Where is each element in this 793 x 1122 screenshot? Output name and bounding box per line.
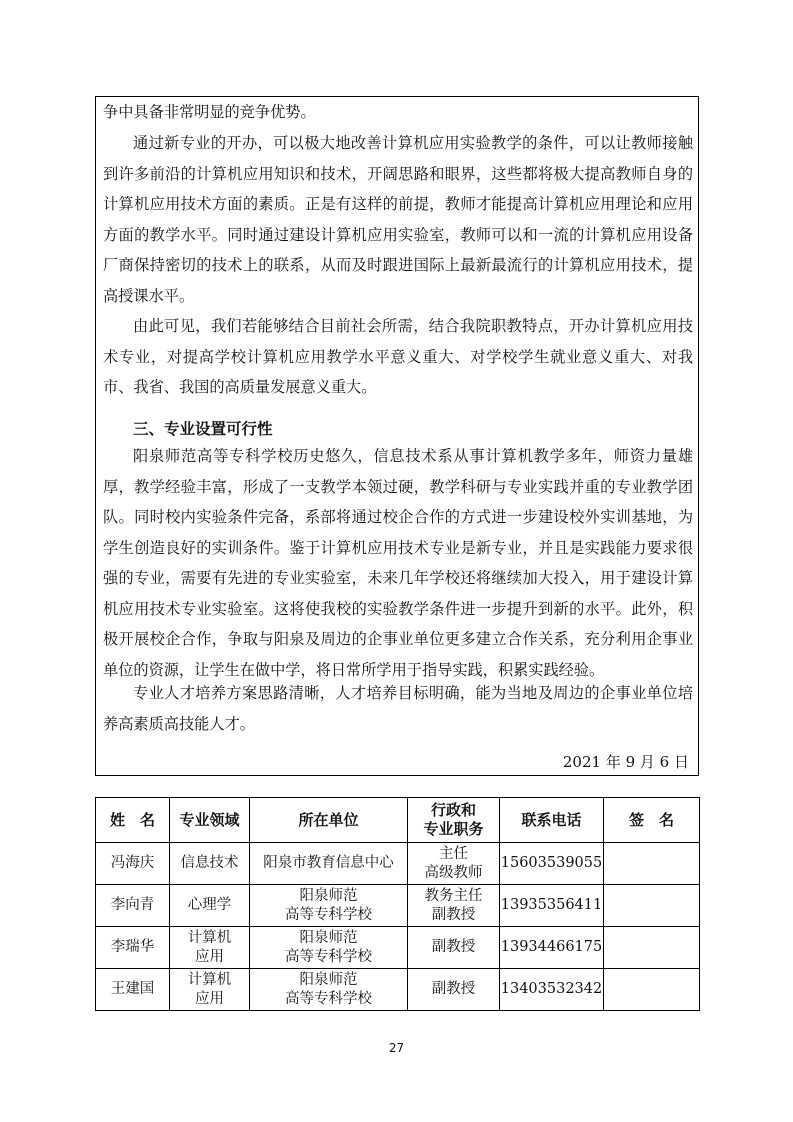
cell-unit-line2: 高等专科学校 xyxy=(285,948,372,965)
cell-field-line1: 心理学 xyxy=(187,897,232,913)
cell-post-line2: 副教授 xyxy=(431,906,476,923)
cell-post-line1: 副教授 xyxy=(431,981,476,997)
cell-post xyxy=(408,969,500,1011)
cell-field-line1: 信息技术 xyxy=(180,855,239,871)
cell-phone: 15603539055 xyxy=(500,843,604,885)
cell-post-line2: 高级教师 xyxy=(424,864,483,881)
cell-field-line2: 应用 xyxy=(195,948,224,965)
cell-field xyxy=(170,843,250,885)
cell-unit-line1: 阳泉师范 xyxy=(299,971,358,988)
cell-unit xyxy=(250,927,408,969)
cell-post-line1: 副教授 xyxy=(431,939,476,955)
table-row xyxy=(96,843,700,885)
expert-table xyxy=(95,797,700,1011)
cell-unit xyxy=(250,843,408,885)
cell-post xyxy=(408,927,500,969)
header-name: 姓 名 xyxy=(96,798,170,843)
cell-post xyxy=(408,843,500,885)
cell-post-line1: 主任 xyxy=(439,845,468,862)
cell-name: 王建国 xyxy=(96,969,170,1011)
cell-sign[interactable] xyxy=(604,927,700,969)
header-phone: 联系电话 xyxy=(500,798,604,843)
cell-name: 冯海庆 xyxy=(96,843,170,885)
cell-post xyxy=(408,885,500,927)
cell-sign[interactable] xyxy=(604,969,700,1011)
header-post-line1: 行政和 xyxy=(430,801,476,819)
cell-unit-line1: 阳泉师范 xyxy=(299,929,358,946)
cell-unit-line2: 高等专科学校 xyxy=(285,906,372,923)
cell-field xyxy=(170,927,250,969)
table-header-row xyxy=(96,798,700,843)
header-unit: 所在单位 xyxy=(250,798,408,843)
cell-field-line2: 应用 xyxy=(195,990,224,1007)
table-row xyxy=(96,969,700,1011)
page-number: 27 xyxy=(388,1041,405,1055)
paragraph-teacher-benefits: 通过新专业的开办，可以极大地改善计算机应用实验教学的条件，可以让教师接触到许多前沿的计算机应用知识和技术，开阔思路和眼界，这些都将极大提高教师自身的计算机应用技术方面的素质。正是有这样的前提，教师才能提高计算机应用理论和应用方面的教学水平。同时通过建设计算机应用实验室，教师可以和一流的计算机应用设备厂商保持密切的技术上的联系，从而及时跟进国际上最新最流行的计算机应用技术，提高授课水平。 xyxy=(103,134,693,305)
cell-field xyxy=(170,969,250,1011)
paragraph-feasibility: 阳泉师范高等专科学校历史悠久，信息技术系从事计算机教学多年，师资力量雄厚，教学经验丰富，形成了一支教学本领过硬，教学科研与专业实践并重的专业教学团队。同时校内实验条件完备，系部将通过校企合作的方式进一步建设校外实训基地，为学生创造良好的实训条件。鉴于计算机应用技术专业是新专业，并且是实践能力要求很强的专业，需要有先进的专业实验室，未来几年学校还将继续加大投入，用于建设计算机应用技术专业实验室。这将使我校的实验教学条件进一步提升到新的水平。此外，积极开展校企合作，争取与阳泉及周边的企事业单位更多建立合作关系，充分利用企事业单位的资源，让学生在做中学，将日常所学用于指导实践，积累实践经验。 xyxy=(103,447,693,679)
cell-unit-line1: 阳泉师范 xyxy=(299,887,358,904)
cell-field xyxy=(170,885,250,927)
cell-sign[interactable] xyxy=(604,843,700,885)
header-post xyxy=(408,798,500,843)
table-row xyxy=(96,885,700,927)
table-row xyxy=(96,927,700,969)
cell-phone: 13935356411 xyxy=(500,885,604,927)
header-post-line2: 专业职务 xyxy=(423,820,484,838)
cell-unit xyxy=(250,969,408,1011)
paragraph-conclusion: 由此可见，我们若能够结合目前社会所需，结合我院职教特点，开办计算机应用技术专业，对提高学校计算机应用教学水平意义重大、对学校学生就业意义重大、对我市、我省、我国的高质量发展意义重大。 xyxy=(103,317,693,396)
cell-phone: 13934466175 xyxy=(500,927,604,969)
section-heading-feasibility: 三、专业设置可行性 xyxy=(133,420,273,438)
cell-unit-line2: 高等专科学校 xyxy=(285,990,372,1007)
cell-phone: 13403532342 xyxy=(500,969,604,1011)
cell-field-line1: 计算机 xyxy=(187,971,232,988)
cell-name: 李瑞华 xyxy=(96,927,170,969)
cell-name: 李向青 xyxy=(96,885,170,927)
cell-post-line1: 教务主任 xyxy=(424,887,483,904)
header-sign: 签 名 xyxy=(604,798,700,843)
cell-unit-line1: 阳泉市教育信息中心 xyxy=(263,855,394,871)
cell-sign[interactable] xyxy=(604,885,700,927)
cell-field-line1: 计算机 xyxy=(187,929,232,946)
header-field: 专业领域 xyxy=(170,798,250,843)
paragraph-training-plan: 专业人才培养方案思路清晰，人才培养目标明确，能为当地及周边的企事业单位培养高素质高技能人才。 xyxy=(103,684,693,733)
paragraph-continuation: 争中具备非常明显的竞争优势。 xyxy=(103,103,316,121)
cell-unit xyxy=(250,885,408,927)
signature-date: 2021 年 9 月 6 日 xyxy=(562,753,689,771)
